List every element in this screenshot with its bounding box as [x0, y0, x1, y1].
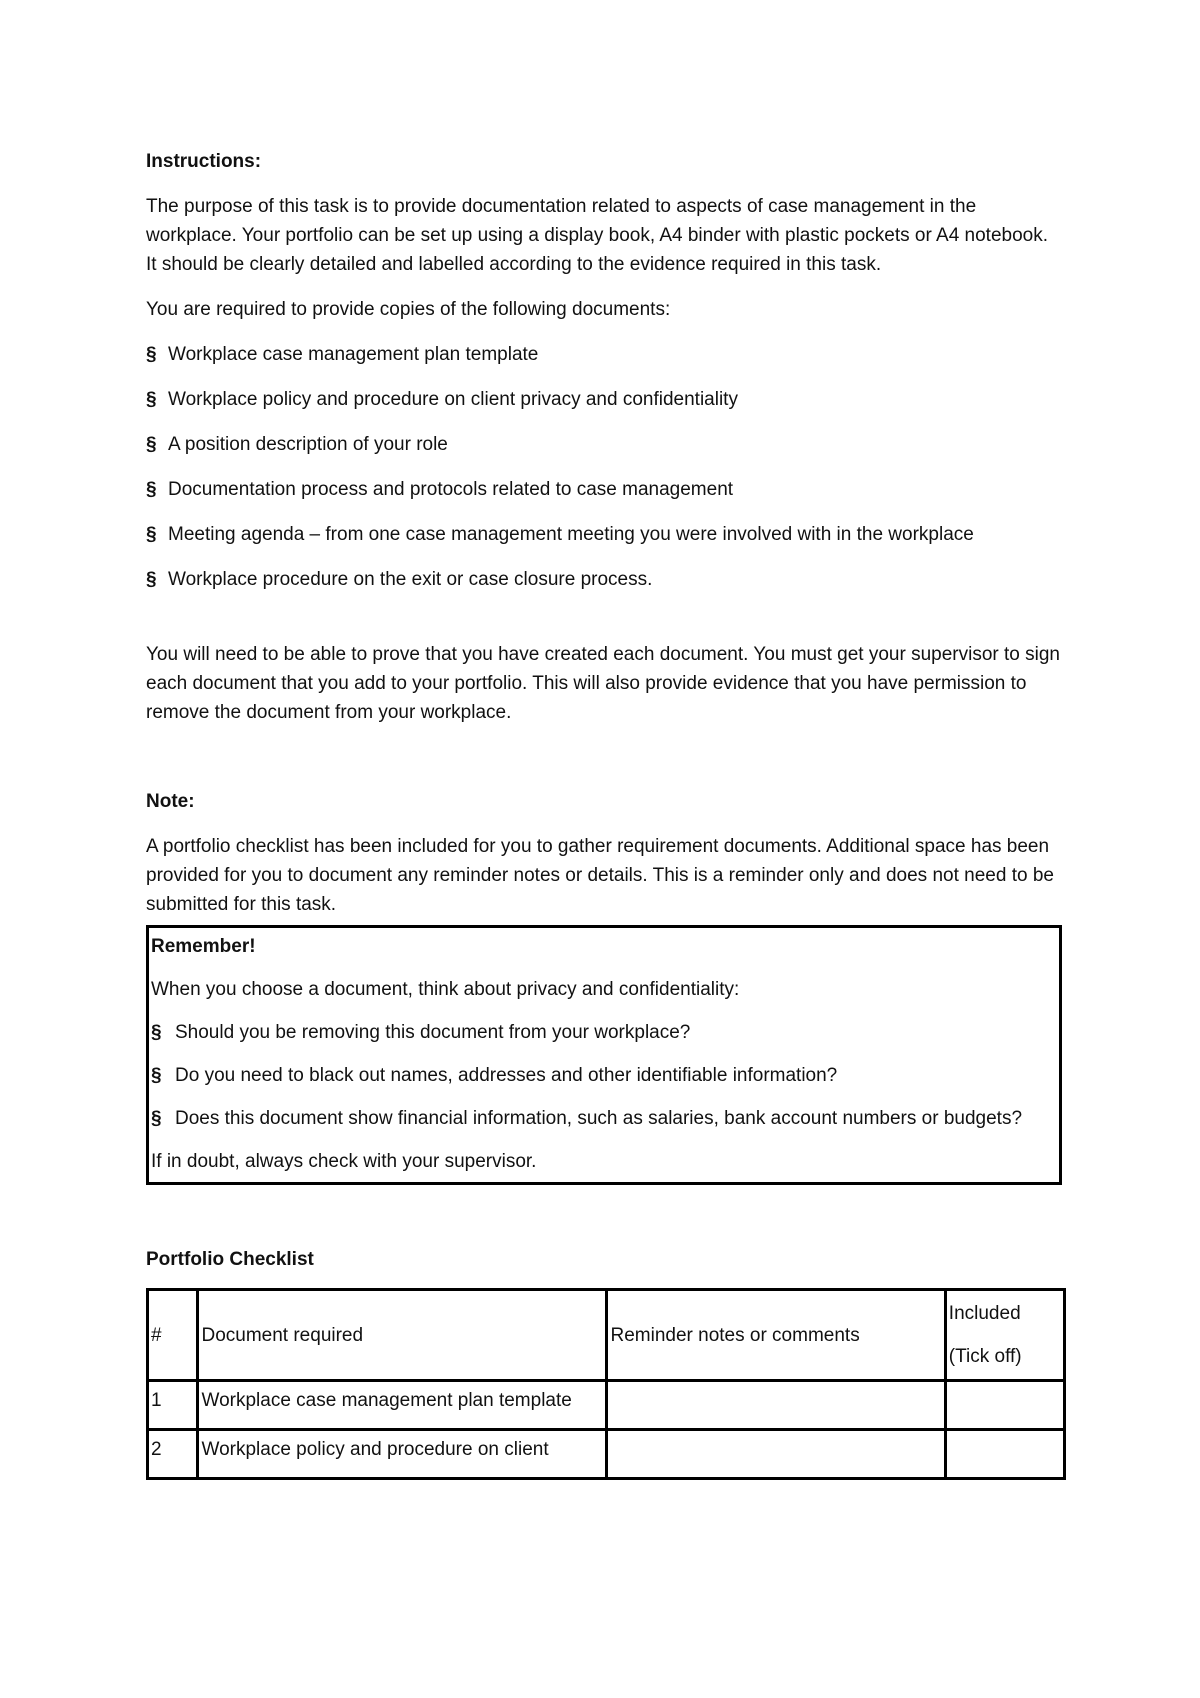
list-item: § Do you need to black out names, addresses and other identifiable information?: [151, 1061, 1057, 1090]
row-document: Workplace policy and procedure on client: [198, 1430, 607, 1479]
prove-paragraph: You will need to be able to prove that you have created each document. You must get your supervisor to sign each document that you add to your portfolio. This will also provide evidence that you have permission to remove the document from your workplace.: [146, 644, 1060, 723]
bullet-icon: §: [151, 1022, 162, 1043]
row-document: Workplace case management plan template: [198, 1381, 607, 1430]
bullet-icon: §: [146, 389, 157, 410]
row-num: 1: [148, 1381, 198, 1430]
bullet-icon: §: [146, 524, 157, 545]
bullet-icon: §: [151, 1108, 162, 1129]
note-paragraph: A portfolio checklist has been included for you to gather requirement documents. Additional space has been provided for you to document any reminder notes or details. This is a reminder only and does not need to be submitted for this task.: [146, 836, 1054, 915]
bullet-icon: §: [146, 434, 157, 455]
bullet-icon: §: [146, 344, 157, 365]
page-content: [146, 147, 1062, 1480]
required-documents-list: [146, 340, 1062, 594]
row-included-cell[interactable]: [945, 1430, 1064, 1479]
checklist-title: Portfolio Checklist: [146, 1249, 314, 1270]
portfolio-checklist-table: [146, 1288, 1066, 1480]
remember-questions: [151, 1018, 1057, 1133]
table-row: [148, 1381, 1065, 1430]
required-intro: You are required to provide copies of the following documents:: [146, 299, 671, 320]
header-included: Included (Tick off): [945, 1290, 1064, 1381]
row-notes-cell[interactable]: [607, 1430, 945, 1479]
list-item: § Should you be removing this document from your workplace?: [151, 1018, 1057, 1047]
table-row: [148, 1430, 1065, 1479]
header-num: #: [148, 1290, 198, 1381]
note-heading: Note:: [146, 791, 195, 812]
list-item: § Workplace procedure on the exit or case closure process.: [146, 565, 1062, 594]
remember-heading: Remember!: [151, 936, 256, 957]
row-num: 2: [148, 1430, 198, 1479]
list-item: § Documentation process and protocols related to case management: [146, 475, 1062, 504]
list-item: § Workplace policy and procedure on client privacy and confidentiality: [146, 385, 1062, 414]
table-header-row: [148, 1290, 1065, 1381]
bullet-icon: §: [146, 569, 157, 590]
remember-box: [146, 925, 1062, 1185]
purpose-paragraph: The purpose of this task is to provide documentation related to aspects of case management in the workplace. Your portfolio can be set up using a display book, A4 binder with plastic pockets or A4 notebook. It should be clearly detailed and labelled according to the evidence required in this task.: [146, 196, 1049, 275]
header-notes: Reminder notes or comments: [607, 1290, 945, 1381]
bullet-icon: §: [146, 479, 157, 500]
remember-closing: If in doubt, always check with your supervisor.: [151, 1151, 537, 1172]
bullet-icon: §: [151, 1065, 162, 1086]
list-item: § Workplace case management plan template: [146, 340, 1062, 369]
row-notes-cell[interactable]: [607, 1381, 945, 1430]
remember-intro: When you choose a document, think about privacy and confidentiality:: [151, 979, 740, 1000]
row-included-cell[interactable]: [945, 1381, 1064, 1430]
list-item: § Meeting agenda – from one case management meeting you were involved with in the workplace: [146, 520, 1062, 549]
instructions-heading: Instructions:: [146, 151, 262, 172]
list-item: § A position description of your role: [146, 430, 1062, 459]
header-document: Document required: [198, 1290, 607, 1381]
list-item: § Does this document show financial information, such as salaries, bank account numbers or budgets?: [151, 1104, 1057, 1133]
